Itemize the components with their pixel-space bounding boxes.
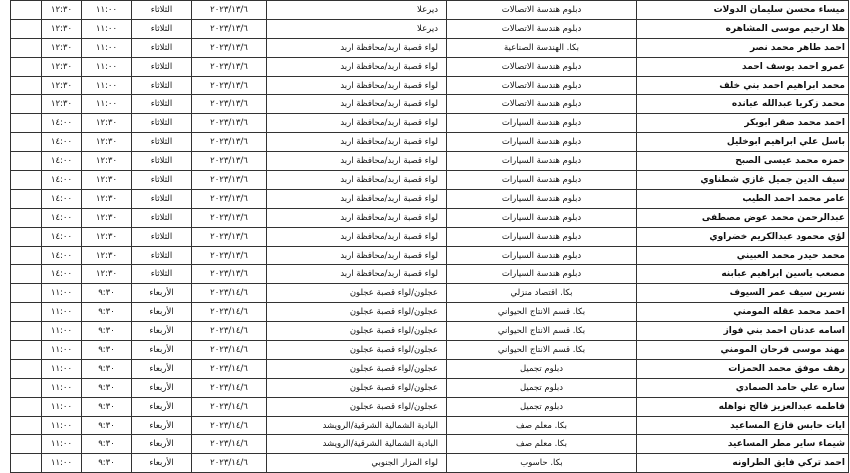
specialization-cell: دبلوم تجميل	[447, 359, 637, 378]
exam-date-cell: ٢٠٢٣/١٣/٦	[192, 171, 267, 190]
start-time-cell: ٩:٣٠	[82, 454, 132, 473]
empty-cell	[11, 95, 42, 114]
exam-date-cell: ٢٠٢٣/١٣/٦	[192, 114, 267, 133]
start-time-cell: ٩:٣٠	[82, 341, 132, 360]
empty-cell	[11, 322, 42, 341]
end-time-cell: ١١:٠٠	[42, 341, 82, 360]
empty-cell	[11, 341, 42, 360]
table-row	[11, 1, 849, 20]
student-name-cell: سيف الدين جميل غازي شطناوي	[637, 171, 849, 190]
exam-day-cell: الثلاثاء	[132, 246, 192, 265]
specialization-cell: بكا. اقتصاد منزلي	[447, 284, 637, 303]
end-time-cell: ١٤:٠٠	[42, 227, 82, 246]
student-name-cell: عبدالرحمن محمد عوض مصطفى	[637, 208, 849, 227]
exam-date-cell: ٢٠٢٣/١٣/٦	[192, 208, 267, 227]
start-time-cell: ١٢:٣٠	[82, 152, 132, 171]
exam-location-cell: لواء قصبة اربد/محافظة اربد	[267, 227, 447, 246]
start-time-cell: ١٢:٣٠	[82, 246, 132, 265]
start-time-cell: ٩:٣٠	[82, 359, 132, 378]
exam-day-cell: الأربعاء	[132, 435, 192, 454]
exam-day-cell: الأربعاء	[132, 303, 192, 322]
table-row	[11, 322, 849, 341]
exam-date-cell: ٢٠٢٣/١٤/٦	[192, 416, 267, 435]
exam-date-cell: ٢٠٢٣/١٤/٦	[192, 378, 267, 397]
empty-cell	[11, 19, 42, 38]
start-time-cell: ١٢:٣٠	[82, 227, 132, 246]
student-name-cell: شيماء ساير مطر المساعيد	[637, 435, 849, 454]
end-time-cell: ١١:٠٠	[42, 303, 82, 322]
table-row	[11, 189, 849, 208]
student-name-cell: باسل علي ابراهيم ابوخليل	[637, 133, 849, 152]
table-row	[11, 341, 849, 360]
end-time-cell: ١٤:٠٠	[42, 265, 82, 284]
table-row	[11, 171, 849, 190]
student-name-cell: عامر محمد احمد الطيب	[637, 189, 849, 208]
table-row	[11, 114, 849, 133]
exam-location-cell: لواء قصبة اربد/محافظة اربد	[267, 152, 447, 171]
empty-cell	[11, 246, 42, 265]
specialization-cell: بكا. حاسوب	[447, 454, 637, 473]
empty-cell	[11, 227, 42, 246]
specialization-cell: دبلوم تجميل	[447, 378, 637, 397]
student-name-cell: مصعب ياسين ابراهيم عبابنه	[637, 265, 849, 284]
empty-cell	[11, 359, 42, 378]
specialization-cell: دبلوم هندسة الاتصالات	[447, 57, 637, 76]
end-time-cell: ١٢:٣٠	[42, 76, 82, 95]
exam-location-cell: لواء قصبة اربد/محافظة اربد	[267, 265, 447, 284]
exam-location-cell: لواء قصبة اربد/محافظة اربد	[267, 76, 447, 95]
specialization-cell: دبلوم هندسة السيارات	[447, 265, 637, 284]
empty-cell	[11, 114, 42, 133]
table-row	[11, 95, 849, 114]
table-row	[11, 19, 849, 38]
exam-date-cell: ٢٠٢٣/١٣/٦	[192, 1, 267, 20]
exam-day-cell: الثلاثاء	[132, 189, 192, 208]
exam-day-cell: الثلاثاء	[132, 152, 192, 171]
specialization-cell: بكا. معلم صف	[447, 435, 637, 454]
empty-cell	[11, 208, 42, 227]
specialization-cell: دبلوم هندسة الاتصالات	[447, 76, 637, 95]
exam-day-cell: الأربعاء	[132, 454, 192, 473]
specialization-cell: دبلوم هندسة الاتصالات	[447, 1, 637, 20]
empty-cell	[11, 378, 42, 397]
exam-location-cell: لواء قصبة اربد/محافظة اربد	[267, 189, 447, 208]
specialization-cell: دبلوم هندسة الاتصالات	[447, 95, 637, 114]
schedule-table	[10, 0, 849, 473]
exam-date-cell: ٢٠٢٣/١٣/٦	[192, 189, 267, 208]
exam-date-cell: ٢٠٢٣/١٤/٦	[192, 359, 267, 378]
end-time-cell: ١١:٠٠	[42, 284, 82, 303]
specialization-cell: بكا. قسم الانتاج الحيواني	[447, 341, 637, 360]
exam-location-cell: عجلون/لواء قصبة عجلون	[267, 303, 447, 322]
table-row	[11, 152, 849, 171]
specialization-cell: دبلوم هندسة الاتصالات	[447, 19, 637, 38]
specialization-cell: دبلوم هندسة السيارات	[447, 208, 637, 227]
start-time-cell: ١٢:٣٠	[82, 208, 132, 227]
exam-day-cell: الثلاثاء	[132, 19, 192, 38]
start-time-cell: ٩:٣٠	[82, 435, 132, 454]
exam-day-cell: الثلاثاء	[132, 76, 192, 95]
exam-location-cell: لواء قصبة اربد/محافظة اربد	[267, 133, 447, 152]
empty-cell	[11, 133, 42, 152]
empty-cell	[11, 284, 42, 303]
empty-cell	[11, 38, 42, 57]
end-time-cell: ١١:٠٠	[42, 378, 82, 397]
exam-day-cell: الثلاثاء	[132, 57, 192, 76]
end-time-cell: ١١:٠٠	[42, 322, 82, 341]
empty-cell	[11, 435, 42, 454]
empty-cell	[11, 303, 42, 322]
exam-date-cell: ٢٠٢٣/١٣/٦	[192, 152, 267, 171]
exam-location-cell: عجلون/لواء قصبة عجلون	[267, 322, 447, 341]
exam-day-cell: الثلاثاء	[132, 1, 192, 20]
exam-location-cell: لواء قصبة اربد/محافظة اربد	[267, 38, 447, 57]
table-row	[11, 359, 849, 378]
specialization-cell: دبلوم هندسة السيارات	[447, 133, 637, 152]
student-name-cell: احمد تركي فايق الطراونه	[637, 454, 849, 473]
specialization-cell: دبلوم تجميل	[447, 397, 637, 416]
exam-date-cell: ٢٠٢٣/١٣/٦	[192, 265, 267, 284]
student-name-cell: فاطمه عبدالعزيز فالح نواهله	[637, 397, 849, 416]
start-time-cell: ٩:٣٠	[82, 416, 132, 435]
empty-cell	[11, 76, 42, 95]
exam-day-cell: الثلاثاء	[132, 208, 192, 227]
exam-date-cell: ٢٠٢٣/١٤/٦	[192, 303, 267, 322]
start-time-cell: ١٢:٣٠	[82, 114, 132, 133]
exam-day-cell: الأربعاء	[132, 284, 192, 303]
student-name-cell: نسرين سيف عمر السيوف	[637, 284, 849, 303]
specialization-cell: بكا. معلم صف	[447, 416, 637, 435]
empty-cell	[11, 454, 42, 473]
student-name-cell: ميساء محسن سليمان الدولات	[637, 1, 849, 20]
table-row	[11, 284, 849, 303]
table-row	[11, 57, 849, 76]
student-name-cell: رهف موفق محمد الحمزات	[637, 359, 849, 378]
exam-day-cell: الأربعاء	[132, 341, 192, 360]
start-time-cell: ٩:٣٠	[82, 322, 132, 341]
student-name-cell: اسامه عدنان احمد بني فواز	[637, 322, 849, 341]
end-time-cell: ١١:٠٠	[42, 435, 82, 454]
empty-cell	[11, 1, 42, 20]
table-row	[11, 38, 849, 57]
start-time-cell: ٩:٣٠	[82, 284, 132, 303]
student-name-cell: عمرو احمد يوسف احمد	[637, 57, 849, 76]
student-name-cell: احمد طاهر محمد نصر	[637, 38, 849, 57]
end-time-cell: ١١:٠٠	[42, 359, 82, 378]
empty-cell	[11, 171, 42, 190]
table-row	[11, 227, 849, 246]
exam-date-cell: ٢٠٢٣/١٤/٦	[192, 397, 267, 416]
end-time-cell: ١٢:٣٠	[42, 57, 82, 76]
exam-date-cell: ٢٠٢٣/١٤/٦	[192, 322, 267, 341]
exam-location-cell: عجلون/لواء قصبة عجلون	[267, 397, 447, 416]
exam-day-cell: الثلاثاء	[132, 114, 192, 133]
start-time-cell: ١١:٠٠	[82, 57, 132, 76]
exam-day-cell: الأربعاء	[132, 397, 192, 416]
exam-location-cell: لواء قصبة اربد/محافظة اربد	[267, 95, 447, 114]
end-time-cell: ١٢:٣٠	[42, 1, 82, 20]
student-name-cell: مهند موسى فرحان المومني	[637, 341, 849, 360]
exam-day-cell: الثلاثاء	[132, 265, 192, 284]
exam-day-cell: الثلاثاء	[132, 171, 192, 190]
end-time-cell: ١٢:٣٠	[42, 95, 82, 114]
table-row	[11, 378, 849, 397]
exam-day-cell: الأربعاء	[132, 378, 192, 397]
start-time-cell: ٩:٣٠	[82, 397, 132, 416]
empty-cell	[11, 152, 42, 171]
table-row	[11, 397, 849, 416]
end-time-cell: ١٤:٠٠	[42, 133, 82, 152]
specialization-cell: دبلوم هندسة السيارات	[447, 171, 637, 190]
specialization-cell: بكا. الهندسة الصناعية	[447, 38, 637, 57]
end-time-cell: ١٤:٠٠	[42, 189, 82, 208]
exam-date-cell: ٢٠٢٣/١٤/٦	[192, 435, 267, 454]
schedule-sheet	[10, 0, 848, 469]
end-time-cell: ١٢:٣٠	[42, 19, 82, 38]
end-time-cell: ١٤:٠٠	[42, 171, 82, 190]
start-time-cell: ١٢:٣٠	[82, 133, 132, 152]
end-time-cell: ١٤:٠٠	[42, 246, 82, 265]
specialization-cell: بكا. قسم الانتاج الحيواني	[447, 322, 637, 341]
exam-location-cell: لواء المزار الجنوبي	[267, 454, 447, 473]
start-time-cell: ٩:٣٠	[82, 303, 132, 322]
end-time-cell: ١٤:٠٠	[42, 152, 82, 171]
exam-location-cell: عجلون/لواء قصبة عجلون	[267, 378, 447, 397]
start-time-cell: ١١:٠٠	[82, 38, 132, 57]
exam-location-cell: البادية الشمالية الشرقية/الرويشد	[267, 435, 447, 454]
exam-location-cell: عجلون/لواء قصبة عجلون	[267, 284, 447, 303]
table-body	[11, 1, 849, 473]
student-name-cell: احمد محمد صقر ابوبكر	[637, 114, 849, 133]
start-time-cell: ١١:٠٠	[82, 95, 132, 114]
student-name-cell: احمد محمد عقله المومني	[637, 303, 849, 322]
student-name-cell: محمد ابراهيم احمد بني خلف	[637, 76, 849, 95]
empty-cell	[11, 57, 42, 76]
table-row	[11, 208, 849, 227]
empty-cell	[11, 416, 42, 435]
specialization-cell: دبلوم هندسة السيارات	[447, 114, 637, 133]
exam-date-cell: ٢٠٢٣/١٤/٦	[192, 341, 267, 360]
end-time-cell: ١١:٠٠	[42, 416, 82, 435]
exam-location-cell: لواء قصبة اربد/محافظة اربد	[267, 208, 447, 227]
exam-day-cell: الثلاثاء	[132, 95, 192, 114]
table-row	[11, 416, 849, 435]
exam-date-cell: ٢٠٢٣/١٤/٦	[192, 454, 267, 473]
empty-cell	[11, 397, 42, 416]
end-time-cell: ١٤:٠٠	[42, 208, 82, 227]
table-row	[11, 303, 849, 322]
exam-date-cell: ٢٠٢٣/١٤/٦	[192, 284, 267, 303]
end-time-cell: ١٢:٣٠	[42, 38, 82, 57]
exam-location-cell: عجلون/لواء قصبة عجلون	[267, 359, 447, 378]
student-name-cell: ايات حابس فازع المساعيد	[637, 416, 849, 435]
exam-date-cell: ٢٠٢٣/١٣/٦	[192, 38, 267, 57]
table-row	[11, 454, 849, 473]
exam-day-cell: الثلاثاء	[132, 38, 192, 57]
empty-cell	[11, 189, 42, 208]
student-name-cell: لؤي محمود عبدالكريم خضراوي	[637, 227, 849, 246]
exam-location-cell: ديرعلا	[267, 1, 447, 20]
exam-date-cell: ٢٠٢٣/١٣/٦	[192, 95, 267, 114]
exam-date-cell: ٢٠٢٣/١٣/٦	[192, 57, 267, 76]
exam-location-cell: البادية الشمالية الشرقية/الرويشد	[267, 416, 447, 435]
exam-location-cell: لواء قصبة اربد/محافظة اربد	[267, 57, 447, 76]
start-time-cell: ١٢:٣٠	[82, 189, 132, 208]
exam-day-cell: الأربعاء	[132, 359, 192, 378]
table-row	[11, 133, 849, 152]
student-name-cell: محمد حيدر محمد العبيني	[637, 246, 849, 265]
exam-date-cell: ٢٠٢٣/١٣/٦	[192, 227, 267, 246]
exam-day-cell: الأربعاء	[132, 416, 192, 435]
exam-location-cell: لواء قصبة اربد/محافظة اربد	[267, 171, 447, 190]
exam-location-cell: لواء قصبة اربد/محافظة اربد	[267, 114, 447, 133]
specialization-cell: دبلوم هندسة السيارات	[447, 189, 637, 208]
table-row	[11, 265, 849, 284]
end-time-cell: ١٤:٠٠	[42, 114, 82, 133]
exam-date-cell: ٢٠٢٣/١٣/٦	[192, 246, 267, 265]
student-name-cell: هلا ارحيم موسى المشاهره	[637, 19, 849, 38]
table-row	[11, 246, 849, 265]
student-name-cell: ساره علي حامد الصمادي	[637, 378, 849, 397]
empty-cell	[11, 265, 42, 284]
student-name-cell: محمد زكريا عبدالله عبانده	[637, 95, 849, 114]
start-time-cell: ١١:٠٠	[82, 1, 132, 20]
exam-day-cell: الثلاثاء	[132, 227, 192, 246]
exam-day-cell: الثلاثاء	[132, 133, 192, 152]
specialization-cell: بكا. قسم الانتاج الحيواني	[447, 303, 637, 322]
exam-day-cell: الأربعاء	[132, 322, 192, 341]
specialization-cell: دبلوم هندسة السيارات	[447, 152, 637, 171]
table-row	[11, 76, 849, 95]
exam-location-cell: لواء قصبة اربد/محافظة اربد	[267, 246, 447, 265]
start-time-cell: ٩:٣٠	[82, 378, 132, 397]
end-time-cell: ١١:٠٠	[42, 397, 82, 416]
start-time-cell: ١٢:٣٠	[82, 265, 132, 284]
exam-location-cell: عجلون/لواء قصبة عجلون	[267, 341, 447, 360]
start-time-cell: ١٢:٣٠	[82, 171, 132, 190]
specialization-cell: دبلوم هندسة السيارات	[447, 227, 637, 246]
exam-date-cell: ٢٠٢٣/١٣/٦	[192, 76, 267, 95]
exam-date-cell: ٢٠٢٣/١٣/٦	[192, 133, 267, 152]
exam-date-cell: ٢٠٢٣/١٣/٦	[192, 19, 267, 38]
specialization-cell: دبلوم هندسة السيارات	[447, 246, 637, 265]
exam-location-cell: ديرعلا	[267, 19, 447, 38]
start-time-cell: ١١:٠٠	[82, 19, 132, 38]
table-row	[11, 435, 849, 454]
student-name-cell: حمزه محمد عيسى الصبح	[637, 152, 849, 171]
end-time-cell: ١١:٠٠	[42, 454, 82, 473]
start-time-cell: ١١:٠٠	[82, 76, 132, 95]
